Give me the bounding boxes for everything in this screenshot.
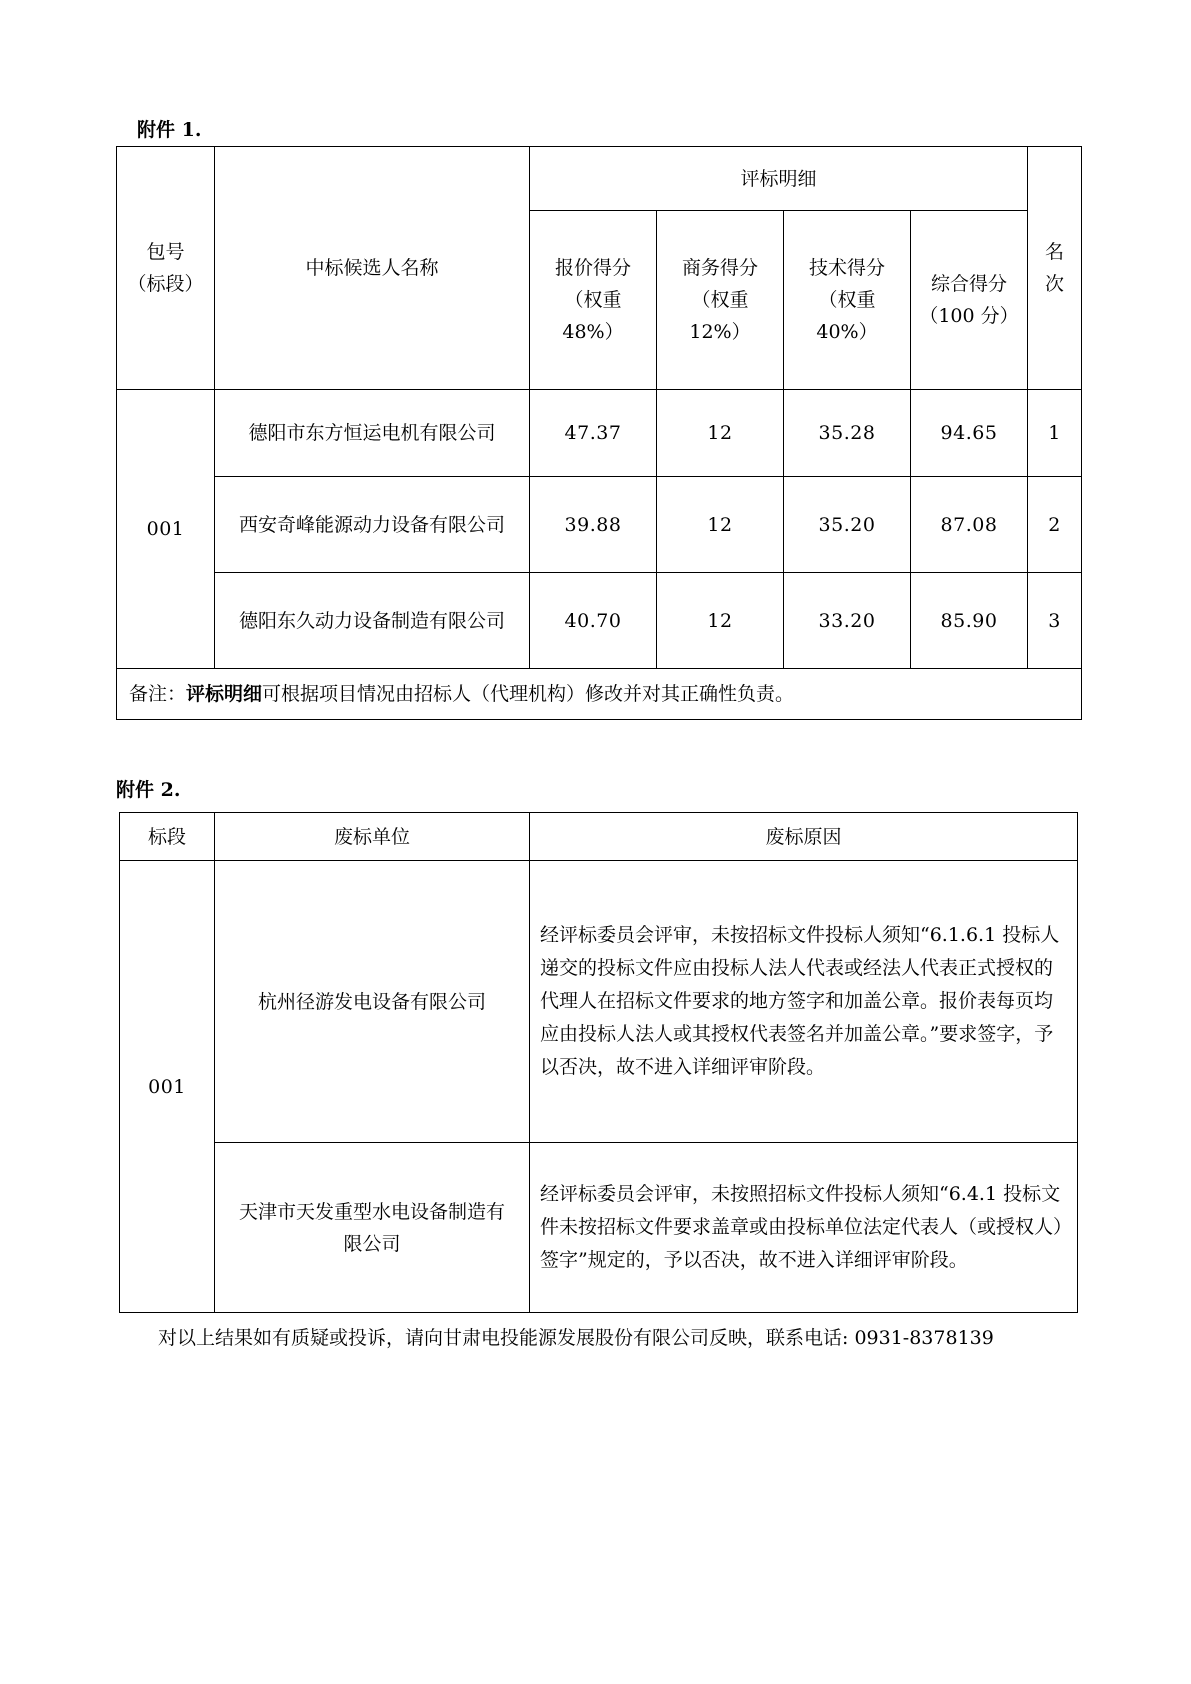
price-score: 47.37 — [530, 390, 657, 477]
attachment1-title: 附件 1. — [137, 119, 202, 141]
total-score: 94.65 — [911, 390, 1028, 477]
price-score: 40.70 — [530, 573, 657, 669]
price-score: 39.88 — [530, 477, 657, 573]
header-section: 标段 — [120, 813, 215, 861]
tech-score: 35.20 — [784, 477, 911, 573]
rejected-unit: 杭州径游发电设备有限公司 — [215, 861, 530, 1143]
evaluation-table — [116, 146, 1082, 720]
rejection-reason: 经评标委员会评审，未按招标文件投标人须知“6.1.6.1 投标人递交的投标文件应由投标人法人代表或经法人代表正式授权的代理人在招标文件要求的地方签字和加盖公章。报价表每页均应由投标人法人或其授权代表签名并加盖公章。”要求签字，予以否决，故不进入详细评审阶段。 — [530, 861, 1078, 1143]
rank-value: 1 — [1028, 390, 1082, 477]
total-score: 87.08 — [911, 477, 1028, 573]
total-score: 85.90 — [911, 573, 1028, 669]
attachment2-title: 附件 2. — [116, 779, 181, 801]
header-tech: 技术得分 （权重 40%） — [784, 211, 911, 390]
header-detail: 评标明细 — [530, 147, 1028, 211]
business-score: 12 — [657, 390, 784, 477]
business-score: 12 — [657, 573, 784, 669]
contact-footer: 对以上结果如有质疑或投诉，请向甘肃电投能源发展股份有限公司反映，联系电话: 0931-8378139 — [158, 1327, 994, 1349]
tech-score: 33.20 — [784, 573, 911, 669]
header-reason: 废标原因 — [530, 813, 1078, 861]
table-row — [117, 477, 1082, 573]
header-total: 综合得分 （100 分） — [911, 211, 1028, 390]
header-candidate: 中标候选人名称 — [215, 147, 530, 390]
candidate-name: 西安奇峰能源动力设备有限公司 — [215, 477, 530, 573]
header-package: 包号 （标段） — [117, 147, 215, 390]
rank-value: 3 — [1028, 573, 1082, 669]
rejected-unit: 天津市天发重型水电设备制造有限公司 — [215, 1143, 530, 1313]
header-business: 商务得分 （权重 12%） — [657, 211, 784, 390]
candidate-name: 德阳市东方恒运电机有限公司 — [215, 390, 530, 477]
header-price: 报价得分 （权重 48%） — [530, 211, 657, 390]
rank-value: 2 — [1028, 477, 1082, 573]
table-note: 备注：评标明细可根据项目情况由招标人（代理机构）修改并对其正确性负责。 — [117, 669, 1082, 720]
table-row — [117, 390, 1082, 477]
table-row — [120, 861, 1078, 1143]
note-bold: 评标明细 — [186, 683, 263, 705]
business-score: 12 — [657, 477, 784, 573]
rejection-reason: 经评标委员会评审，未按照招标文件投标人须知“6.4.1 投标文件未按招标文件要求盖章或由投标单位法定代表人（或授权人）签字”规定的，予以否决，故不进入详细评审阶段。 — [530, 1143, 1078, 1313]
table-row — [120, 1143, 1078, 1313]
section-id: 001 — [120, 861, 215, 1313]
tech-score: 35.28 — [784, 390, 911, 477]
candidate-name: 德阳东久动力设备制造有限公司 — [215, 573, 530, 669]
rejection-table — [119, 812, 1078, 1313]
header-rank: 名 次 — [1028, 147, 1082, 390]
table-row — [117, 573, 1082, 669]
package-id: 001 — [117, 390, 215, 669]
header-unit: 废标单位 — [215, 813, 530, 861]
